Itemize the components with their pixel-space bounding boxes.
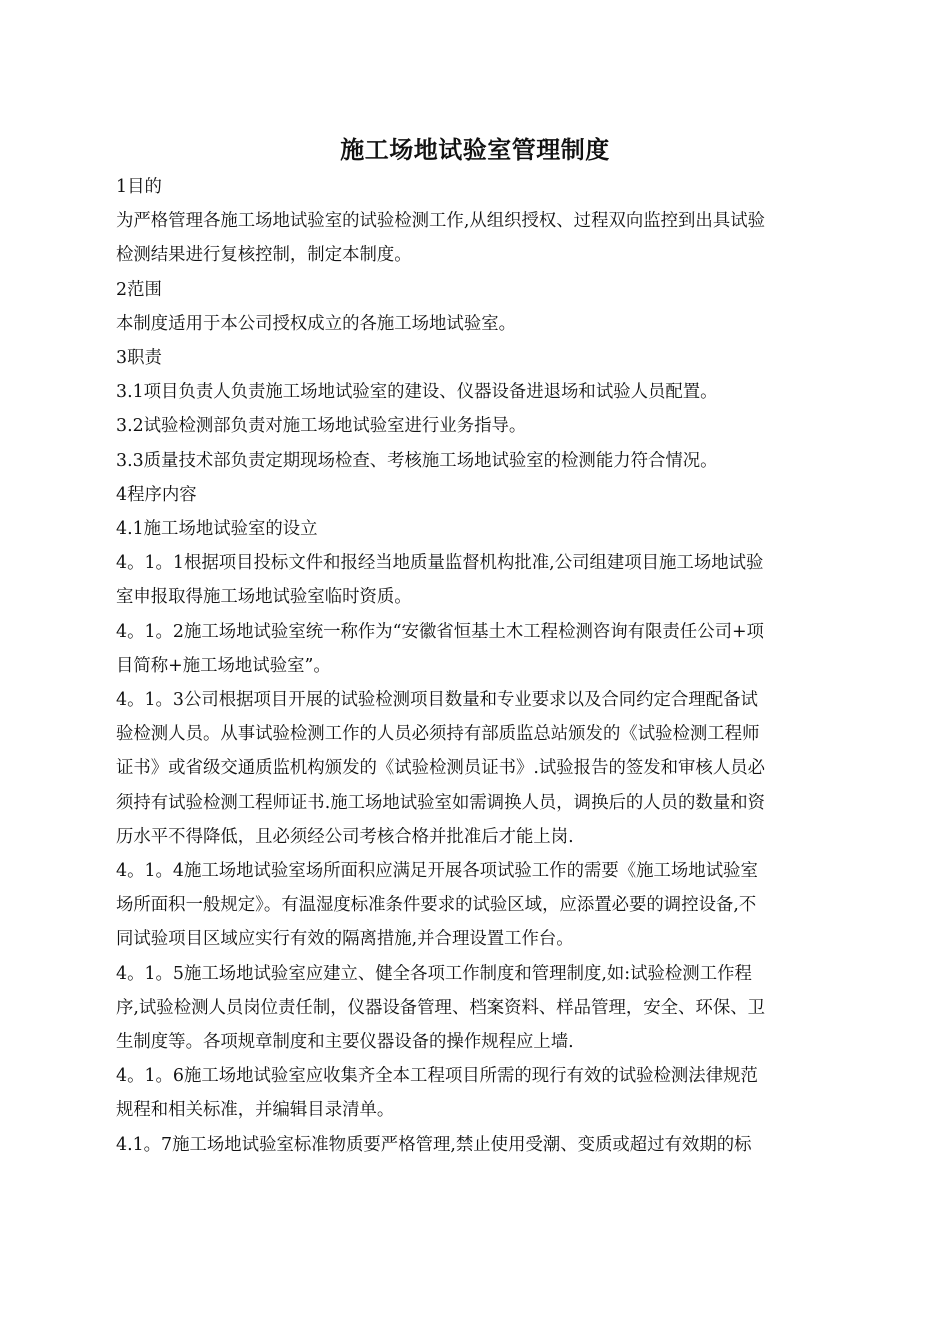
line-13: 室申报取得施工场地试验室临时资质。 — [116, 587, 412, 608]
line-20: 历水平不得降低，且必须经公司考核合格并批准后才能上岗. — [116, 826, 574, 847]
line-22: 场所面积一般规定》。有温湿度标准条件要求的试验区域，应添置必要的调控设备,不 — [116, 895, 757, 916]
line-27: 4。1。6施工场地试验室应收集齐全本工程项目所需的现行有效的试验检测法律规范 — [116, 1066, 758, 1087]
line-11: 4.1施工场地试验室的设立 — [116, 519, 318, 540]
line-7: 3.1项目负责人负责施工场地试验室的建设、仪器设备进退场和试验人员配置。 — [116, 382, 718, 403]
line-2: 为严格管理各施工场地试验室的试验检测工作,从组织授权、过程双向监控到出具试验 — [116, 211, 765, 232]
line-18: 证书》或省级交通质监机构颁发的《试验检测员证书》.试验报告的签发和审核人员必 — [116, 758, 765, 779]
line-24: 4。1。5施工场地试验室应建立、健全各项工作制度和管理制度,如:试验检测工作程 — [116, 963, 752, 984]
line-3: 检测结果进行复核控制，制定本制度。 — [116, 245, 412, 266]
line-15: 目简称+施工场地试验室”。 — [116, 655, 331, 676]
line-1: 1目的 — [116, 177, 162, 197]
line-12: 4。1。1根据项目投标文件和报经当地质量监督机构批准,公司组建项目施工场地试验 — [116, 553, 764, 574]
line-8: 3.2试验检测部负责对施工场地试验室进行业务指导。 — [116, 416, 527, 437]
line-29: 4.1。7施工场地试验室标准物质要严格管理,禁止使用受潮、变质或超过有效期的标 — [116, 1134, 752, 1155]
line-9: 3.3质量技术部负责定期现场检查、考核施工场地试验室的检测能力符合情况。 — [116, 450, 718, 471]
line-25: 序,试验检测人员岗位责任制，仪器设备管理、档案资料、样品管理，安全、环保、卫 — [116, 997, 765, 1018]
line-5: 本制度适用于本公司授权成立的各施工场地试验室。 — [116, 313, 516, 334]
document-title: 施工场地试验室管理制度 — [340, 135, 610, 164]
document-body — [116, 170, 836, 1162]
line-4: 2范围 — [116, 279, 162, 300]
line-16: 4。1。3公司根据项目开展的试验检测项目数量和专业要求以及合同约定合理配备试 — [116, 690, 758, 711]
line-26: 生制度等。各项规章制度和主要仪器设备的操作规程应上墙. — [116, 1032, 574, 1053]
line-6: 3职责 — [116, 348, 162, 369]
line-17: 验检测人员。从事试验检测工作的人员必须持有部质监总站颁发的《试验检测工程师 — [116, 724, 760, 745]
line-10: 4程序内容 — [116, 484, 197, 505]
line-19: 须持有试验检测工程师证书.施工场地试验室如需调换人员，调换后的人员的数量和资 — [116, 792, 765, 813]
line-21: 4。1。4施工场地试验室场所面积应满足开展各项试验工作的需要《施工场地试验室 — [116, 861, 758, 882]
line-14: 4。1。2施工场地试验室统一称作为“安徽省恒基土木工程检测咨询有限责任公司+项 — [116, 621, 764, 642]
line-23: 同试验项目区域应实行有效的隔离措施,并合理设置工作台。 — [116, 929, 574, 950]
line-28: 规程和相关标准，并编辑目录清单。 — [116, 1100, 395, 1121]
